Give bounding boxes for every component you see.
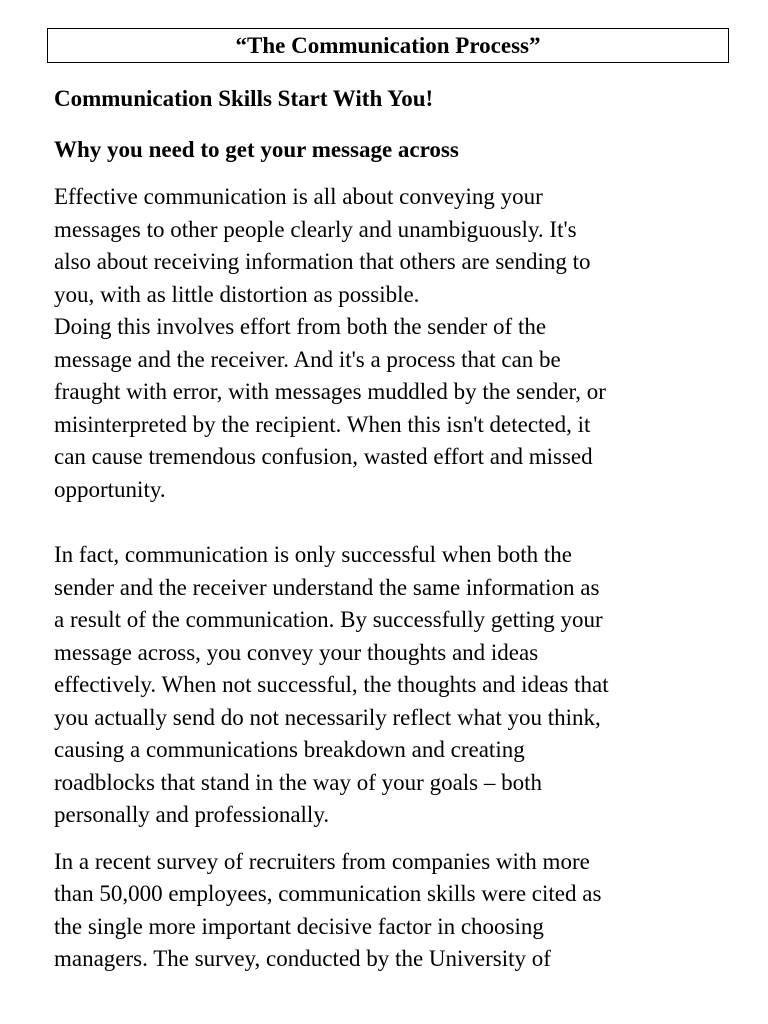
paragraph-recruiter-survey: In a recent survey of recruiters from companies with more than 50,000 employees, communication skills were cited as the single more important decisive factor in choosing managers. The survey, conducted by the University of bbox=[54, 848, 602, 971]
paragraph-effort-sender-receiver: Doing this involves effort from both the sender of the message and the receiver. And it's a process that can be fraught with error, with messages muddled by the sender, or misinterpreted by the recipient. When this isn't detected, it can cause tremendous confusion, wasted effort and missed opportunity. bbox=[54, 314, 606, 502]
paragraph-spacer bbox=[54, 832, 734, 846]
heading-communication-skills: Communication Skills Start With You! bbox=[54, 86, 434, 111]
paragraph-successful-communication: In fact, communication is only successful when both the sender and the receiver understand the same information as a result of the communication. By successfully getting your message across, you convey your thoughts and ideas effectively. When not successful, the thoughts and ideas that you actually send do not necessarily reflect what you think, causing a communications breakdown and creating roadblocks that stand in the way of your goals – both personally and professionally. bbox=[54, 542, 609, 827]
paragraph-effective-communication: Effective communication is all about conveying your messages to other people clearly and unambiguously. It's also about receiving information that others are sending to you, with as little distortion as possible. bbox=[54, 184, 591, 307]
paragraph-spacer bbox=[54, 506, 734, 539]
document-title: “The Communication Process” bbox=[47, 28, 729, 63]
heading-why-message-across: Why you need to get your message across bbox=[54, 137, 459, 162]
document-body bbox=[54, 84, 734, 976]
